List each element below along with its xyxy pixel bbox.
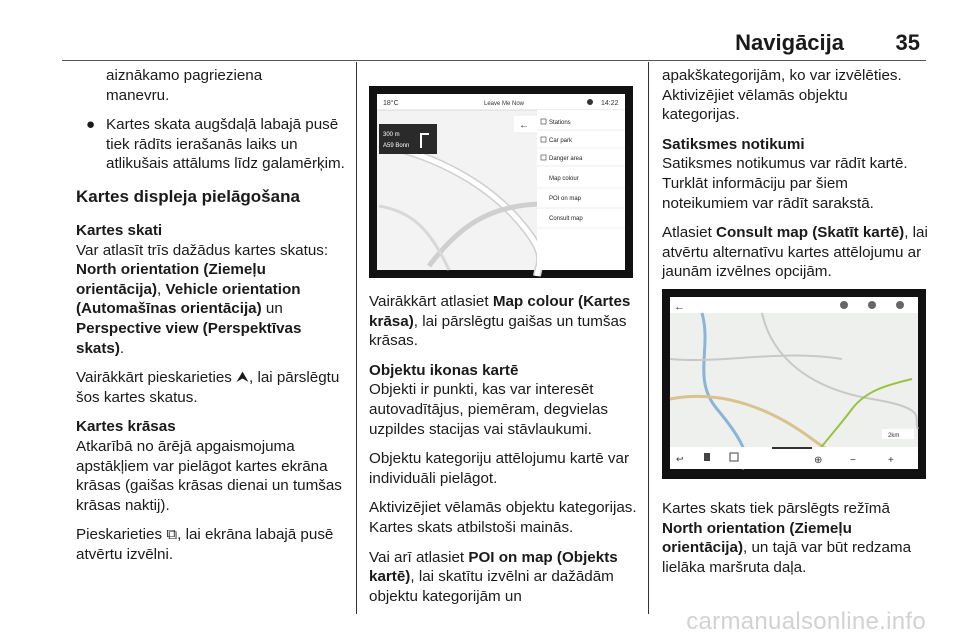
map-menu-screenshot [369, 86, 633, 278]
route-name: Leave Me Now [484, 101, 525, 107]
colors-title: Kartes krāsas [76, 418, 176, 436]
colors-press-paragraph: Pieskarieties ⧉, lai ekrāna labajā pusē atvērtu izvēlni. [76, 526, 334, 563]
svg-text:Stations: Stations [549, 120, 571, 126]
bullet-dot-icon: ● [86, 116, 96, 134]
svg-text:←: ← [519, 120, 529, 131]
svg-text:300 m: 300 m [383, 132, 400, 138]
back-arrow-icon: ← [674, 301, 685, 313]
watermark: carmanualsonline.info [686, 608, 926, 635]
svg-text:Map colour: Map colour [549, 176, 579, 182]
consult-paragraph: Atlasiet Consult map (Skatīt kartē), lai atvērtu alternatīvu kartes attēlojumu ar jaunām izvēlnes opcijām. [662, 224, 928, 281]
fuel-icon [704, 453, 710, 461]
turn-panel [379, 124, 437, 154]
poi-icon [840, 301, 848, 309]
column-1 [76, 66, 348, 574]
side-menu [537, 110, 625, 270]
svg-text:Danger area: Danger area [549, 156, 583, 162]
header-rule [62, 60, 926, 61]
poi-paragraph-2: Objektu kategoriju attēlojumu kartē var individuāli pielāgot. [369, 450, 630, 487]
column-3-caption [662, 499, 928, 587]
views-press-paragraph: Vairākkārt pieskarieties ⮝, lai pārslēgtu šos kartes skatus. [76, 369, 340, 406]
map-colour-paragraph: Vairākkārt atlasiet Map colour (Kartes krāsa), lai pārslēgtu gaišas un tumšas krāsas. [369, 293, 631, 350]
poi-paragraph-4: Vai arī atlasiet POI on map (Objekts kartē), lai skatītu izvēlni ar dažādām objektu kategorijām un [369, 548, 618, 605]
continued-text: aiznākamo pagrieziena manevru. [106, 67, 263, 104]
column-2 [369, 292, 639, 616]
column-divider-1 [356, 62, 357, 614]
compass-icon [868, 301, 876, 309]
bullet-item: ● Kartes skata augšdaļā labajā pusē tiek rādīts ierašanās laiks un atlikušais attālums līdz galamērķim. [86, 116, 345, 173]
svg-text:A59 Bonn: A59 Bonn [383, 143, 410, 149]
page-header [62, 30, 926, 60]
traffic-paragraph: Satiksmes notikumus var rādīt kartē. Turklāt informāciju par šiem noteikumiem var rādīt sarakstā. [662, 155, 908, 212]
settings-icon [896, 301, 904, 309]
poi-title: Objektu ikonas kartē [369, 361, 519, 379]
north-map-illustration [662, 289, 926, 479]
zoom-center-icon: ⊕ [814, 455, 823, 466]
zoom-in-icon: + [888, 455, 894, 466]
views-paragraph: Var atlasīt trīs dažādus kartes skatus: North orientation (Ziemeļu orientācija), Vehicle orientation (Automašīnas orientācija) un Perspective view (Perspektīvas skats). [76, 241, 329, 357]
temperature: 18°C [383, 100, 399, 107]
colors-paragraph: Atkarībā no ārējā apgaismojuma apstākļiem var pielāgot kartes ekrāna krāsas (gaišas krāsas dienai un tumšas krāsas naktij). [76, 437, 342, 514]
map-menu-illustration [369, 86, 633, 278]
column-3 [662, 66, 928, 292]
zoom-out-icon: − [850, 455, 856, 466]
poi-paragraph-3: Aktivizējiet vēlamās objektu kategorijas. Kartes skats atbilstoši mainās. [369, 499, 637, 536]
clock: 14:22 [601, 100, 619, 107]
svg-text:Consult map: Consult map [549, 216, 583, 222]
svg-text:Car park: Car park [549, 138, 573, 144]
views-title: Kartes skati [76, 221, 163, 239]
continued-paragraph: apakškategorijām, ko var izvēlēties. Aktivizējiet vēlamās objektu kategorijas. [662, 67, 902, 124]
caption-paragraph: Kartes skats tiek pārslēgts režīmā North orientation (Ziemeļu orientācija), un tajā var būt redzama lielāka maršruta daļa. [662, 500, 912, 576]
section-heading: Kartes displeja pielāgošana [76, 186, 300, 206]
svg-text:POI on map: POI on map [549, 196, 582, 202]
traffic-title: Satiksmes notikumi [662, 135, 805, 153]
gear-icon [587, 99, 593, 105]
north-map-screenshot [662, 289, 926, 479]
map-scale: 2km [888, 433, 900, 439]
column-divider-2 [648, 62, 649, 614]
poi-paragraph: Objekti ir punkti, kas var interesēt autovadītājus, piemēram, degvielas uzpildes stacijas vai stāvlaukumi. [369, 381, 608, 438]
page-number: 35 [895, 30, 920, 55]
undo-icon: ↩ [676, 454, 684, 464]
page-title: Navigācija [735, 30, 844, 55]
